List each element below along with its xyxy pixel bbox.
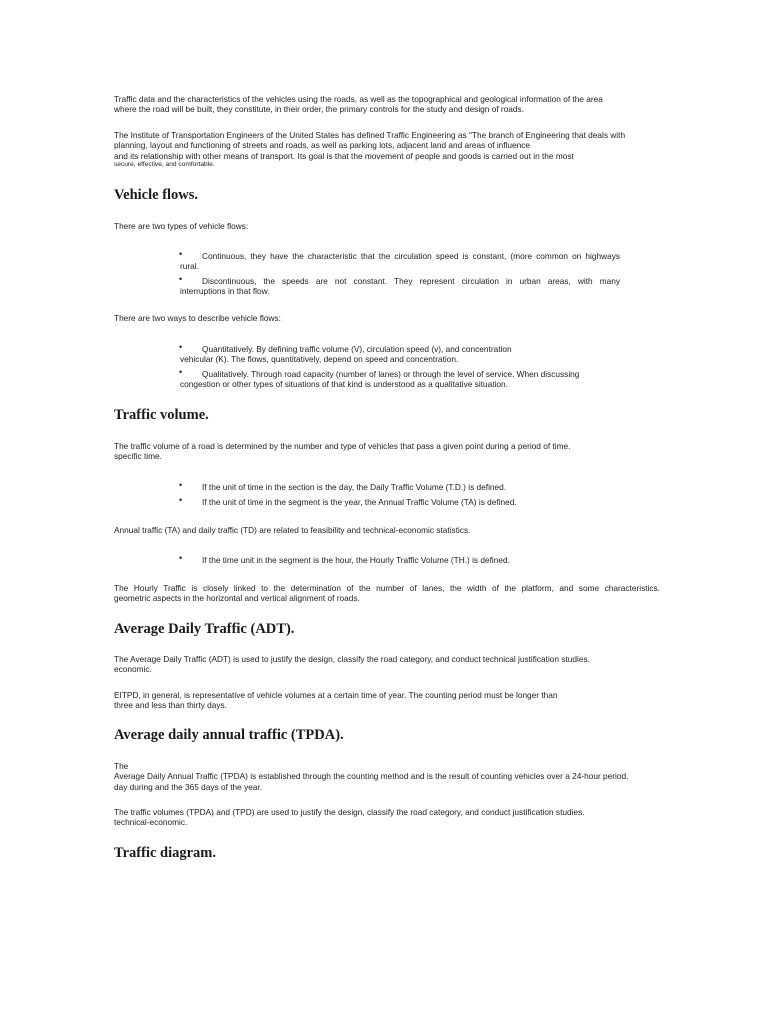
text-line: If the unit of time in the segment is the year, the Annual Traffic Volume (TA) is defined. <box>202 497 517 507</box>
text-line: Continuous, they have the characteristic that the circulation speed is constant, (more common on highways <box>202 251 620 261</box>
paragraph-flow-types-intro <box>114 221 660 231</box>
bullet-icon: • <box>179 480 183 490</box>
text-line: rural. <box>180 261 199 272</box>
text-line: There are two ways to describe vehicle flows: <box>114 313 281 323</box>
text-line: There are two types of vehicle flows: <box>114 221 249 231</box>
heading-tpda: Average daily annual traffic (TPDA). <box>114 727 344 743</box>
heading-traffic-volume: Traffic volume. <box>114 407 209 423</box>
list-item <box>180 482 620 492</box>
text-line: Traffic data and the characteristics of the vehicles using the roads, as well as the topographical and geological information of the area <box>114 94 603 104</box>
text-line: Annual traffic (TA) and daily traffic (TD) are related to feasibility and technical-economic statistics. <box>114 525 471 535</box>
list-item <box>180 497 620 507</box>
text-line: congestion or other types of situations of that kind is understood as a qualitative situation. <box>180 379 508 390</box>
text-line: Average Daily Annual Traffic (TPDA) is established through the counting method and is the result of counting vehicles over a 24-hour period. <box>114 771 629 782</box>
paragraph-traffic-volume <box>114 441 660 462</box>
list-item <box>180 344 620 365</box>
bullet-icon: • <box>179 342 183 352</box>
text-line-small: secure, effective, and comfortable. <box>114 161 215 169</box>
text-line: day during and the 365 days of the year. <box>114 781 263 792</box>
paragraph-annual-daily <box>114 525 660 535</box>
text-line: If the unit of time in the section is the day, the Daily Traffic Volume (T.D.) is defined. <box>202 482 507 492</box>
text-line: geometric aspects in the horizontal and vertical alignment of roads. <box>114 593 360 604</box>
intro-paragraph-1 <box>114 94 660 115</box>
text-line: Qualitatively. Through road capacity (number of lanes) or through the level of service. When discussing <box>202 369 580 379</box>
text-line: If the time unit in the segment is the hour, the Hourly Traffic Volume (TH.) is defined. <box>202 555 510 565</box>
paragraph-adt-1 <box>114 654 660 675</box>
bullet-icon: • <box>179 367 183 377</box>
text-line: interruptions in that flow. <box>180 286 270 297</box>
text-line: vehicular (K). The flows, quantitatively, depend on speed and concentration. <box>180 354 459 365</box>
intro-paragraph-2 <box>114 130 660 169</box>
paragraph-tpda-1 <box>114 761 660 792</box>
paragraph-adt-2 <box>114 690 660 711</box>
list-item <box>180 369 620 390</box>
text-line: Quantitatively. By defining traffic volume (V), circulation speed (v), and concentration <box>202 344 512 354</box>
bullet-icon: • <box>179 274 183 284</box>
heading-vehicle-flows: Vehicle flows. <box>114 187 199 203</box>
bullet-icon: • <box>179 249 183 259</box>
heading-adt: Average Daily Traffic (ADT). <box>114 621 295 637</box>
bullet-icon: • <box>179 495 183 505</box>
text-line: three and less than thirty days. <box>114 700 227 711</box>
text-line: Discontinuous, the speeds are not constant. They represent circulation in urban areas, with many <box>202 276 620 286</box>
paragraph-flow-ways-intro <box>114 313 660 323</box>
text-line: The Average Daily Traffic (ADT) is used to justify the design, classify the road category, and conduct technical justification studies. <box>114 654 590 664</box>
list-item <box>180 276 620 297</box>
paragraph-hourly-traffic <box>114 583 660 604</box>
text-line: planning, layout and functioning of streets and roads, as well as parking lots, adjacent land and areas of influence <box>114 140 531 151</box>
text-line: The <box>114 761 129 771</box>
paragraph-tpda-2 <box>114 807 660 828</box>
list-item <box>180 251 620 272</box>
text-line: where the road will be built, they constitute, in their order, the primary controls for the study and design of roads. <box>114 104 524 115</box>
text-line: EITPD, in general, is representative of vehicle volumes at a certain time of year. The counting period must be longer than <box>114 690 558 700</box>
list-item <box>180 555 620 565</box>
text-line: economic. <box>114 664 152 675</box>
text-line: and its relationship with other means of transport. Its goal is that the movement of people and goods is carried out in the most <box>114 150 574 161</box>
heading-traffic-diagram: Traffic diagram. <box>114 845 217 861</box>
text-line: technical-economic. <box>114 817 188 828</box>
text-line: The Institute of Transportation Engineers of the United States has defined Traffic Engineering as "The branch of Engineering that deals with <box>114 130 626 140</box>
bullet-icon: • <box>179 553 183 563</box>
text-line: The Hourly Traffic is closely linked to the determination of the number of lanes, the width of the platform, and some characteristics. <box>114 583 660 593</box>
text-line: The traffic volumes (TPDA) and (TPD) are used to justify the design, classify the road category, and conduct justification studies. <box>114 807 585 817</box>
text-line: specific time. <box>114 451 162 462</box>
text-line: The traffic volume of a road is determined by the number and type of vehicles that pass a given point during a period of time. <box>114 441 571 451</box>
